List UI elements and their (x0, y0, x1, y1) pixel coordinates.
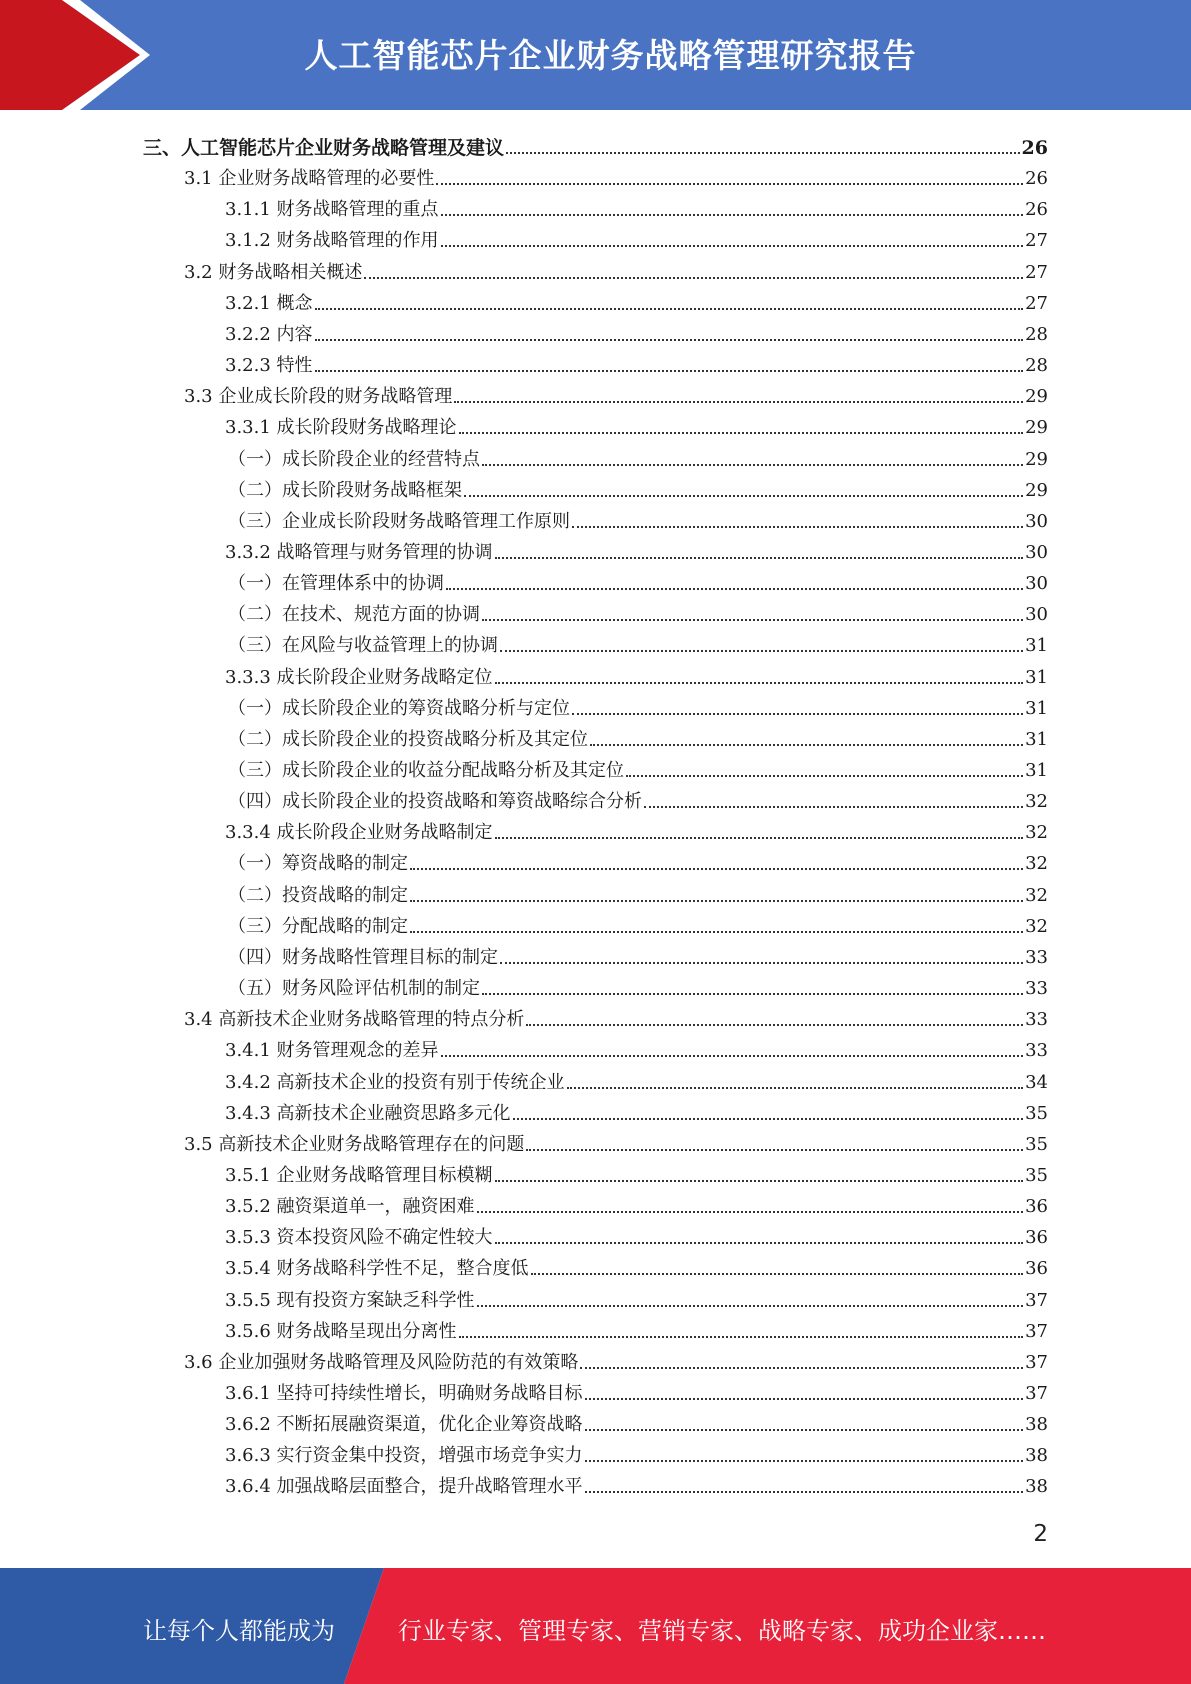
toc-dot-leader (531, 1273, 1024, 1275)
toc-entry-title: （一）在管理体系中的协调 (228, 573, 444, 595)
toc-entry-title: 3.6.1 坚持可持续性增长，明确财务战略目标 (225, 1383, 583, 1404)
toc-entry[interactable] (225, 1281, 1048, 1312)
toc-entry[interactable] (228, 502, 1048, 533)
report-title: 人工智能芯片企业财务战略管理研究报告 (304, 36, 917, 75)
toc-entry-page: 34 (1025, 1071, 1048, 1093)
toc-entry[interactable] (225, 1063, 1048, 1094)
toc-entry[interactable] (228, 938, 1048, 969)
toc-dot-leader (477, 1305, 1024, 1307)
toc-entry-title: 3.5.3 资本投资风险不确定性较大 (225, 1227, 493, 1249)
toc-entry-page: 29 (1025, 448, 1048, 470)
toc-entry[interactable] (225, 1249, 1048, 1280)
toc-entry-page: 37 (1025, 1320, 1048, 1342)
toc-dot-leader (626, 775, 1023, 777)
toc-entry[interactable] (228, 969, 1048, 1000)
toc-dot-leader (315, 370, 1024, 372)
toc-entry-title: 3.4.1 财务管理观念的差异 (225, 1040, 439, 1062)
toc-entry[interactable] (184, 1125, 1048, 1156)
toc-entry-title: 3.2.2 内容 (225, 323, 313, 345)
toc-entry[interactable] (225, 1031, 1048, 1062)
toc-entry-title: 三、人工智能芯片企业财务战略管理及建议 (143, 137, 505, 159)
toc-entry-title: 3.5.6 财务战略呈现出分离性 (225, 1320, 457, 1342)
toc-entry[interactable] (228, 689, 1048, 720)
toc-entry-title: （三）成长阶段企业的收益分配战略分析及其定位 (228, 760, 624, 781)
toc-entry-title: （二）成长阶段财务战略框架 (228, 479, 462, 501)
toc-entry-page: 28 (1025, 323, 1048, 345)
toc-dot-leader (441, 245, 1024, 247)
toc-entry-title: （一）成长阶段企业的经营特点 (228, 448, 480, 470)
toc-entry-page: 35 (1025, 1164, 1048, 1186)
toc-dot-leader (441, 214, 1024, 216)
toc-entry-page: 27 (1025, 230, 1048, 252)
toc-dot-leader (482, 464, 1023, 466)
toc-entry-title: 3.2 财务战略相关概述 (184, 261, 363, 283)
toc-entry[interactable] (228, 440, 1048, 471)
toc-entry-page: 36 (1025, 1196, 1048, 1218)
toc-entry-title: 3.1.2 财务战略管理的作用 (225, 230, 439, 252)
toc-entry-page: 33 (1025, 946, 1048, 968)
toc-entry-page: 37 (1025, 1383, 1048, 1404)
toc-entry-title: 3.6.4 加强战略层面整合，提升战略管理水平 (225, 1476, 583, 1498)
toc-dot-leader (526, 1024, 1023, 1026)
toc-dot-leader (585, 1398, 1024, 1400)
toc-dot-leader (477, 1211, 1024, 1213)
toc-entry[interactable] (225, 1467, 1048, 1498)
toc-entry[interactable] (228, 876, 1048, 907)
toc-entry-title: 3.4 高新技术企业财务战略管理的特点分析 (184, 1009, 525, 1031)
toc-entry[interactable] (225, 408, 1048, 439)
toc-entry-page: 31 (1025, 728, 1048, 750)
toc-entry-page: 26 (1025, 199, 1048, 221)
toc-dot-leader (495, 682, 1024, 684)
toc-entry-page: 37 (1025, 1351, 1048, 1373)
toc-dot-leader (459, 1336, 1024, 1338)
toc-dot-leader (410, 868, 1023, 870)
toc-entry[interactable] (225, 1094, 1048, 1125)
footer-slogan-right: 行业专家、管理专家、营销专家、战略专家、成功企业家…… (398, 1617, 1046, 1645)
toc-entry-title: 3.5 高新技术企业财务战略管理存在的问题 (184, 1133, 525, 1155)
toc-entry[interactable] (228, 844, 1048, 875)
toc-dot-leader (410, 900, 1023, 902)
toc-entry-title: 3.4.3 高新技术企业融资思路多元化 (225, 1102, 511, 1124)
toc-entry-page: 36 (1025, 1227, 1048, 1249)
toc-entry-title: （二）在技术、规范方面的协调 (228, 604, 480, 626)
toc-dot-leader (572, 526, 1023, 528)
toc-dot-leader (364, 277, 1023, 279)
toc-entry[interactable] (225, 533, 1048, 564)
toc-entry-page: 31 (1025, 635, 1048, 657)
toc-entry-page: 27 (1025, 261, 1048, 283)
toc-entry[interactable] (228, 720, 1048, 751)
toc-entry[interactable] (228, 907, 1048, 938)
toc-entry-page: 29 (1025, 386, 1048, 408)
toc-dot-leader (500, 962, 1023, 964)
toc-entry-page: 38 (1025, 1414, 1048, 1436)
toc-entry-title: （二）投资战略的制定 (228, 884, 408, 906)
toc-entry-title: 3.4.2 高新技术企业的投资有别于传统企业 (225, 1071, 565, 1093)
toc-entry-page: 32 (1025, 853, 1048, 875)
toc-dot-leader (572, 713, 1023, 715)
toc-entry[interactable] (225, 1374, 1048, 1405)
toc-dot-leader (495, 837, 1024, 839)
toc-entry[interactable] (184, 253, 1048, 284)
footer-slogan-left: 让每个人都能成为 (143, 1617, 335, 1645)
toc-entry[interactable] (225, 346, 1048, 377)
toc-entry-title: （五）财务风险评估机制的制定 (228, 978, 480, 1000)
toc-entry-page: 30 (1025, 510, 1048, 532)
toc-dot-leader (585, 1491, 1024, 1493)
toc-entry[interactable] (225, 813, 1048, 844)
toc-dot-leader (506, 152, 1020, 154)
page-number: 2 (1033, 1521, 1048, 1547)
toc-entry-title: 3.3.4 成长阶段企业财务战略制定 (225, 822, 493, 844)
toc-entry-page: 32 (1025, 791, 1048, 813)
toc-dot-leader (590, 744, 1023, 746)
toc-entry-page: 30 (1025, 541, 1048, 563)
toc-entry[interactable] (225, 658, 1048, 689)
toc-entry-page: 33 (1025, 1009, 1048, 1031)
toc-dot-leader (441, 1055, 1024, 1057)
header-band (0, 0, 1191, 110)
toc-entry-title: 3.5.5 现有投资方案缺乏科学性 (225, 1289, 475, 1311)
toc-dot-leader (495, 1242, 1024, 1244)
toc-entry[interactable] (225, 1312, 1048, 1343)
toc-dot-leader (567, 1087, 1024, 1089)
toc-dot-leader (500, 650, 1023, 652)
toc-entry-title: （二）成长阶段企业的投资战略分析及其定位 (228, 728, 588, 750)
toc-dot-leader (482, 993, 1023, 995)
toc-dot-leader (464, 495, 1023, 497)
toc-entry-title: （三）分配战略的制定 (228, 915, 408, 937)
toc-entry-page: 37 (1025, 1289, 1048, 1311)
toc-entry[interactable] (143, 128, 1048, 159)
toc-entry[interactable] (184, 377, 1048, 408)
toc-entry-title: （一）成长阶段企业的筹资战略分析与定位 (228, 697, 570, 719)
toc-entry-title: 3.5.1 企业财务战略管理目标模糊 (225, 1164, 493, 1186)
toc-entry[interactable] (228, 471, 1048, 502)
toc-entry-title: 3.6 企业加强财务战略管理及风险防范的有效策略 (184, 1351, 579, 1373)
toc-entry[interactable] (225, 1436, 1048, 1467)
toc-entry[interactable] (228, 595, 1048, 626)
toc-entry-page: 31 (1025, 666, 1048, 688)
toc-entry-page: 32 (1025, 915, 1048, 937)
toc-entry[interactable] (225, 221, 1048, 252)
footer-band (0, 1568, 1191, 1684)
toc-entry-title: 3.5.4 财务战略科学性不足，整合度低 (225, 1258, 529, 1280)
toc-entry-title: （四）成长阶段企业的投资战略和筹资战略综合分析 (228, 791, 642, 813)
toc-entry-title: 3.2.1 概念 (225, 292, 313, 314)
toc-entry-page: 32 (1025, 884, 1048, 906)
toc-entry-title: 3.2.3 特性 (225, 355, 313, 377)
toc-entry-title: 3.6.2 不断拓展融资渠道，优化企业筹资战略 (225, 1414, 583, 1436)
toc-entry-page: 27 (1025, 292, 1048, 314)
toc-entry-page: 28 (1025, 355, 1048, 377)
toc-dot-leader (644, 806, 1023, 808)
toc-entry[interactable] (184, 1343, 1048, 1374)
toc-entry-page: 36 (1025, 1258, 1048, 1280)
toc-dot-leader (436, 183, 1023, 185)
toc-entry[interactable] (225, 1187, 1048, 1218)
toc-dot-leader (459, 432, 1024, 434)
toc-entry-title: 3.1 企业财务战略管理的必要性 (184, 168, 435, 190)
toc-entry[interactable] (225, 1156, 1048, 1187)
toc-entry-page: 35 (1025, 1102, 1048, 1124)
toc-entry-title: 3.6.3 实行资金集中投资，增强市场竞争实力 (225, 1445, 583, 1467)
toc-entry[interactable] (184, 159, 1048, 190)
toc-dot-leader (482, 619, 1023, 621)
toc-entry-page: 30 (1025, 604, 1048, 626)
toc-dot-leader (513, 1118, 1024, 1120)
toc-entry-page: 35 (1025, 1133, 1048, 1155)
toc-entry-title: 3.5.2 融资渠道单一，融资困难 (225, 1196, 475, 1218)
toc-entry-page: 29 (1025, 417, 1048, 439)
toc-entry-page: 38 (1025, 1445, 1048, 1467)
toc-entry-page: 33 (1025, 1040, 1048, 1062)
toc-entry[interactable] (225, 315, 1048, 346)
toc-entry-page: 32 (1025, 822, 1048, 844)
toc-entry-title: （一）筹资战略的制定 (228, 853, 408, 875)
toc-entry[interactable] (225, 190, 1048, 221)
toc-entry[interactable] (228, 626, 1048, 657)
toc-dot-leader (495, 557, 1024, 559)
toc-entry[interactable] (225, 284, 1048, 315)
toc-entry-page: 31 (1025, 697, 1048, 719)
toc-entry-title: （三）在风险与收益管理上的协调 (228, 635, 498, 657)
toc-dot-leader (454, 401, 1023, 403)
toc-entry-page: 29 (1025, 479, 1048, 501)
toc-dot-leader (495, 1180, 1024, 1182)
toc-entry[interactable] (228, 751, 1048, 782)
toc-entry[interactable] (225, 1405, 1048, 1436)
toc-entry-page: 26 (1025, 168, 1048, 190)
toc-entry-title: 3.3 企业成长阶段的财务战略管理 (184, 386, 453, 408)
toc-entry[interactable] (228, 782, 1048, 813)
toc-entry-page: 38 (1025, 1476, 1048, 1498)
toc-entry-page: 33 (1025, 978, 1048, 1000)
toc-entry-title: （四）财务战略性管理目标的制定 (228, 946, 498, 968)
toc-dot-leader (585, 1460, 1024, 1462)
toc-dot-leader (580, 1367, 1023, 1369)
toc-entry-title: （三）企业成长阶段财务战略管理工作原则 (228, 510, 570, 532)
toc-entry-title: 3.3.2 战略管理与财务管理的协调 (225, 541, 493, 563)
toc-entry-title: 3.3.3 成长阶段企业财务战略定位 (225, 666, 493, 688)
toc-entry-page: 26 (1021, 137, 1048, 159)
toc-dot-leader (315, 308, 1024, 310)
toc-dot-leader (446, 588, 1023, 590)
toc-dot-leader (585, 1429, 1024, 1431)
toc-entry[interactable] (184, 1000, 1048, 1031)
toc-entry-title: 3.3.1 成长阶段财务战略理论 (225, 417, 457, 439)
toc-entry-title: 3.1.1 财务战略管理的重点 (225, 199, 439, 221)
toc-entry-page: 30 (1025, 573, 1048, 595)
toc-dot-leader (315, 339, 1024, 341)
toc-dot-leader (410, 931, 1023, 933)
toc-entry[interactable] (225, 1218, 1048, 1249)
toc-entry[interactable] (228, 564, 1048, 595)
toc-entry-page: 31 (1025, 760, 1048, 781)
toc-dot-leader (526, 1149, 1023, 1151)
